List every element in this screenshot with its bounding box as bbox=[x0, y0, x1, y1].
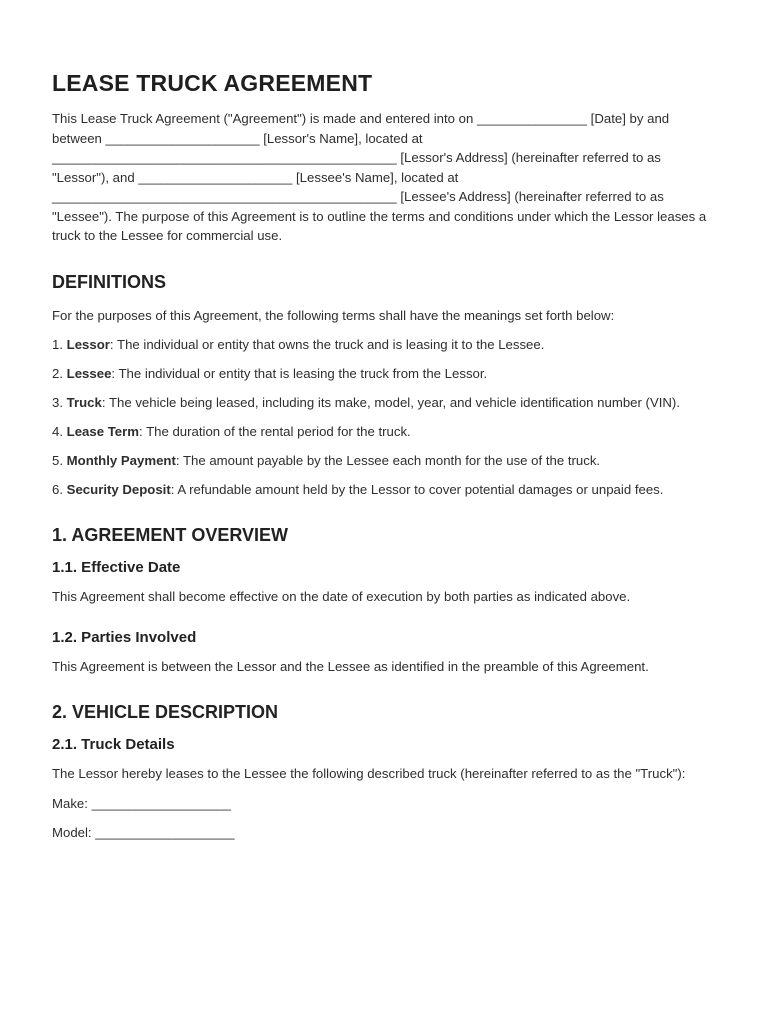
subsection-heading-truck-details: 2.1. Truck Details bbox=[52, 736, 175, 753]
intro-paragraph: This Lease Truck Agreement ("Agreement") is made and entered into on _______________ [Date] by and between _____________________ [Lessor's Name], located at _______________________________________________ [Lessor's Address] (hereinafter referred to as "Lessor"), and _____________________ [Lessee's Name], located at _______________________________________________ [Lessee's Address] (hereinafter referred to as "Lessee"). The purpose of this Agreement is to outline the terms and conditions under which the Lessor leases a truck to the Lessee for commercial use. bbox=[52, 111, 707, 243]
truck-details-text: The Lessor hereby leases to the Lessee the following described truck (hereinafter referred to as the "Truck"): bbox=[52, 766, 686, 781]
definitions-intro: For the purposes of this Agreement, the following terms shall have the meanings set forth below: bbox=[52, 307, 615, 323]
document-content bbox=[52, 70, 720, 842]
section-heading-vehicle-description: 2. VEHICLE DESCRIPTION bbox=[52, 702, 279, 722]
make-field[interactable]: Make: ___________________ bbox=[52, 795, 231, 811]
model-field[interactable]: Model: ___________________ bbox=[52, 824, 235, 840]
subsection-heading-parties-involved: 1.2. Parties Involved bbox=[52, 628, 197, 646]
document-title: LEASE TRUCK AGREEMENT bbox=[52, 70, 373, 96]
effective-date-text: This Agreement shall become effective on the date of execution by both parties as indicated above. bbox=[52, 589, 631, 604]
section-heading-agreement-overview: 1. AGREEMENT OVERVIEW bbox=[52, 525, 289, 545]
definition-item: 1. Lessor: The individual or entity that owns the truck and is leasing it to the Lessee. bbox=[52, 336, 545, 352]
definitions-heading: DEFINITIONS bbox=[52, 271, 167, 292]
subsection-heading-effective-date: 1.1. Effective Date bbox=[52, 559, 181, 576]
parties-involved-text: This Agreement is between the Lessor and the Lessee as identified in the preamble of this Agreement. bbox=[52, 658, 649, 674]
definition-item: 4. Lease Term: The duration of the rental period for the truck. bbox=[52, 423, 411, 439]
definition-item: 6. Security Deposit: A refundable amount held by the Lessor to cover potential damages or unpaid fees. bbox=[52, 481, 664, 497]
definition-item: 5. Monthly Payment: The amount payable by the Lessee each month for the use of the truck. bbox=[52, 452, 601, 468]
definition-item: 2. Lessee: The individual or entity that is leasing the truck from the Lessor. bbox=[52, 365, 488, 381]
definition-item: 3. Truck: The vehicle being leased, including its make, model, year, and vehicle identification number (VIN). bbox=[52, 394, 680, 410]
